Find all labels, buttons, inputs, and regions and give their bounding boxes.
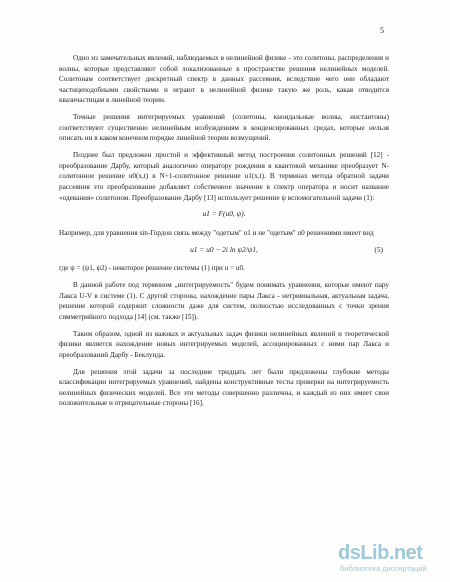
equation-number: (5) [374, 244, 383, 254]
paragraph-5: где ψ = (ψ1, ψ2) - некоторое решение системы (1) при u = u0. [59, 264, 245, 273]
equation-sine-gordon [59, 245, 389, 256]
paragraph-1: Одно из замечательных явлений, наблюдаемых в нелинейной физике - это солитоны, распределения и волны, которые представляют собой локализованные в пространстве решения нелинейных моделей. Солитонам соответствует дискретный спектр в данных рассеяния, вследствие чего они обладают частицеподобными свойствами и играют в нелинейной физике такую же роль, какая отводится квазичастицам в линейной теории. [59, 54, 389, 105]
equation-sine-gordon-body: u1 = u0 − 2i ln ψ2/ψ1, [190, 244, 258, 254]
body-text [59, 53, 389, 415]
paragraph-7: Таким образом, одной из важных и актуальных задач физики нелинейных явлений и теоретической физики является нахождение новых интегрируемых моделей, ассоциированных с ними пар Лакса и преобразований Дарбу - Беклунда. [59, 329, 389, 359]
equation-darboux: u1 = F(u0, ψ). [202, 209, 246, 219]
paragraph-3: Позднее был предложен простой и эффективный метод построения солитонных решений [12] - преобразование Дарбу, который аналогично оператору рождения в квантовой механике преобразует N-солитонное решение u0(x,t) в N+1-солитонное решение u1(x,t). В терминах метода обратной задачи рассеяния это преобразование добавляет собственное значение в спектр оператора и носит название «одевания» солитоном. Преобразование Дарбу [13] использует решение ψ вспомогательной задачи (1): [59, 151, 389, 202]
page-number: 5 [380, 26, 384, 35]
watermark [338, 542, 442, 572]
paragraph-4: Например, для уравнения sin-Гордон связь между "одетым" u1 и не "одетым" u0 решениями имеет вид [59, 228, 374, 237]
watermark-logo: dsLib.net [338, 542, 423, 564]
paragraph-2: Точные решения интегрируемых уравнений (солитоны, кноидальные волны, инстантоны) соответствуют существенно нелинейным возбуждениям в конденсированных средах, которые нельзя описать ни в каком конечном порядке линейной теории возмущений. [59, 113, 389, 143]
paragraph-8: Для решения этой задачи за последние тридцать лет были предложены глубокие методы классификации интегрируемых уравнений, найдены конструктивные тесты проверки на интегрируемость нелинейных физических моделей. Все эти методы совершенно различны, и каждый из них имеет свои положительные и отрицательные стороны [16]. [59, 367, 389, 408]
watermark-subtitle: библиотека диссертаций [340, 564, 427, 573]
paragraph-6: В данной работе под термином „интегрируемость" будем понимать уравнения, которые имеют пару Лакса U-V в системе (1). С другой стороны, нахождение пары Лакса - нетривиальная, актуальная задача, решение которой содержит сложности даже для систем, полностью исследованных с точки зрения симметрийного подхода [14] (см. также [15]). [59, 281, 389, 321]
